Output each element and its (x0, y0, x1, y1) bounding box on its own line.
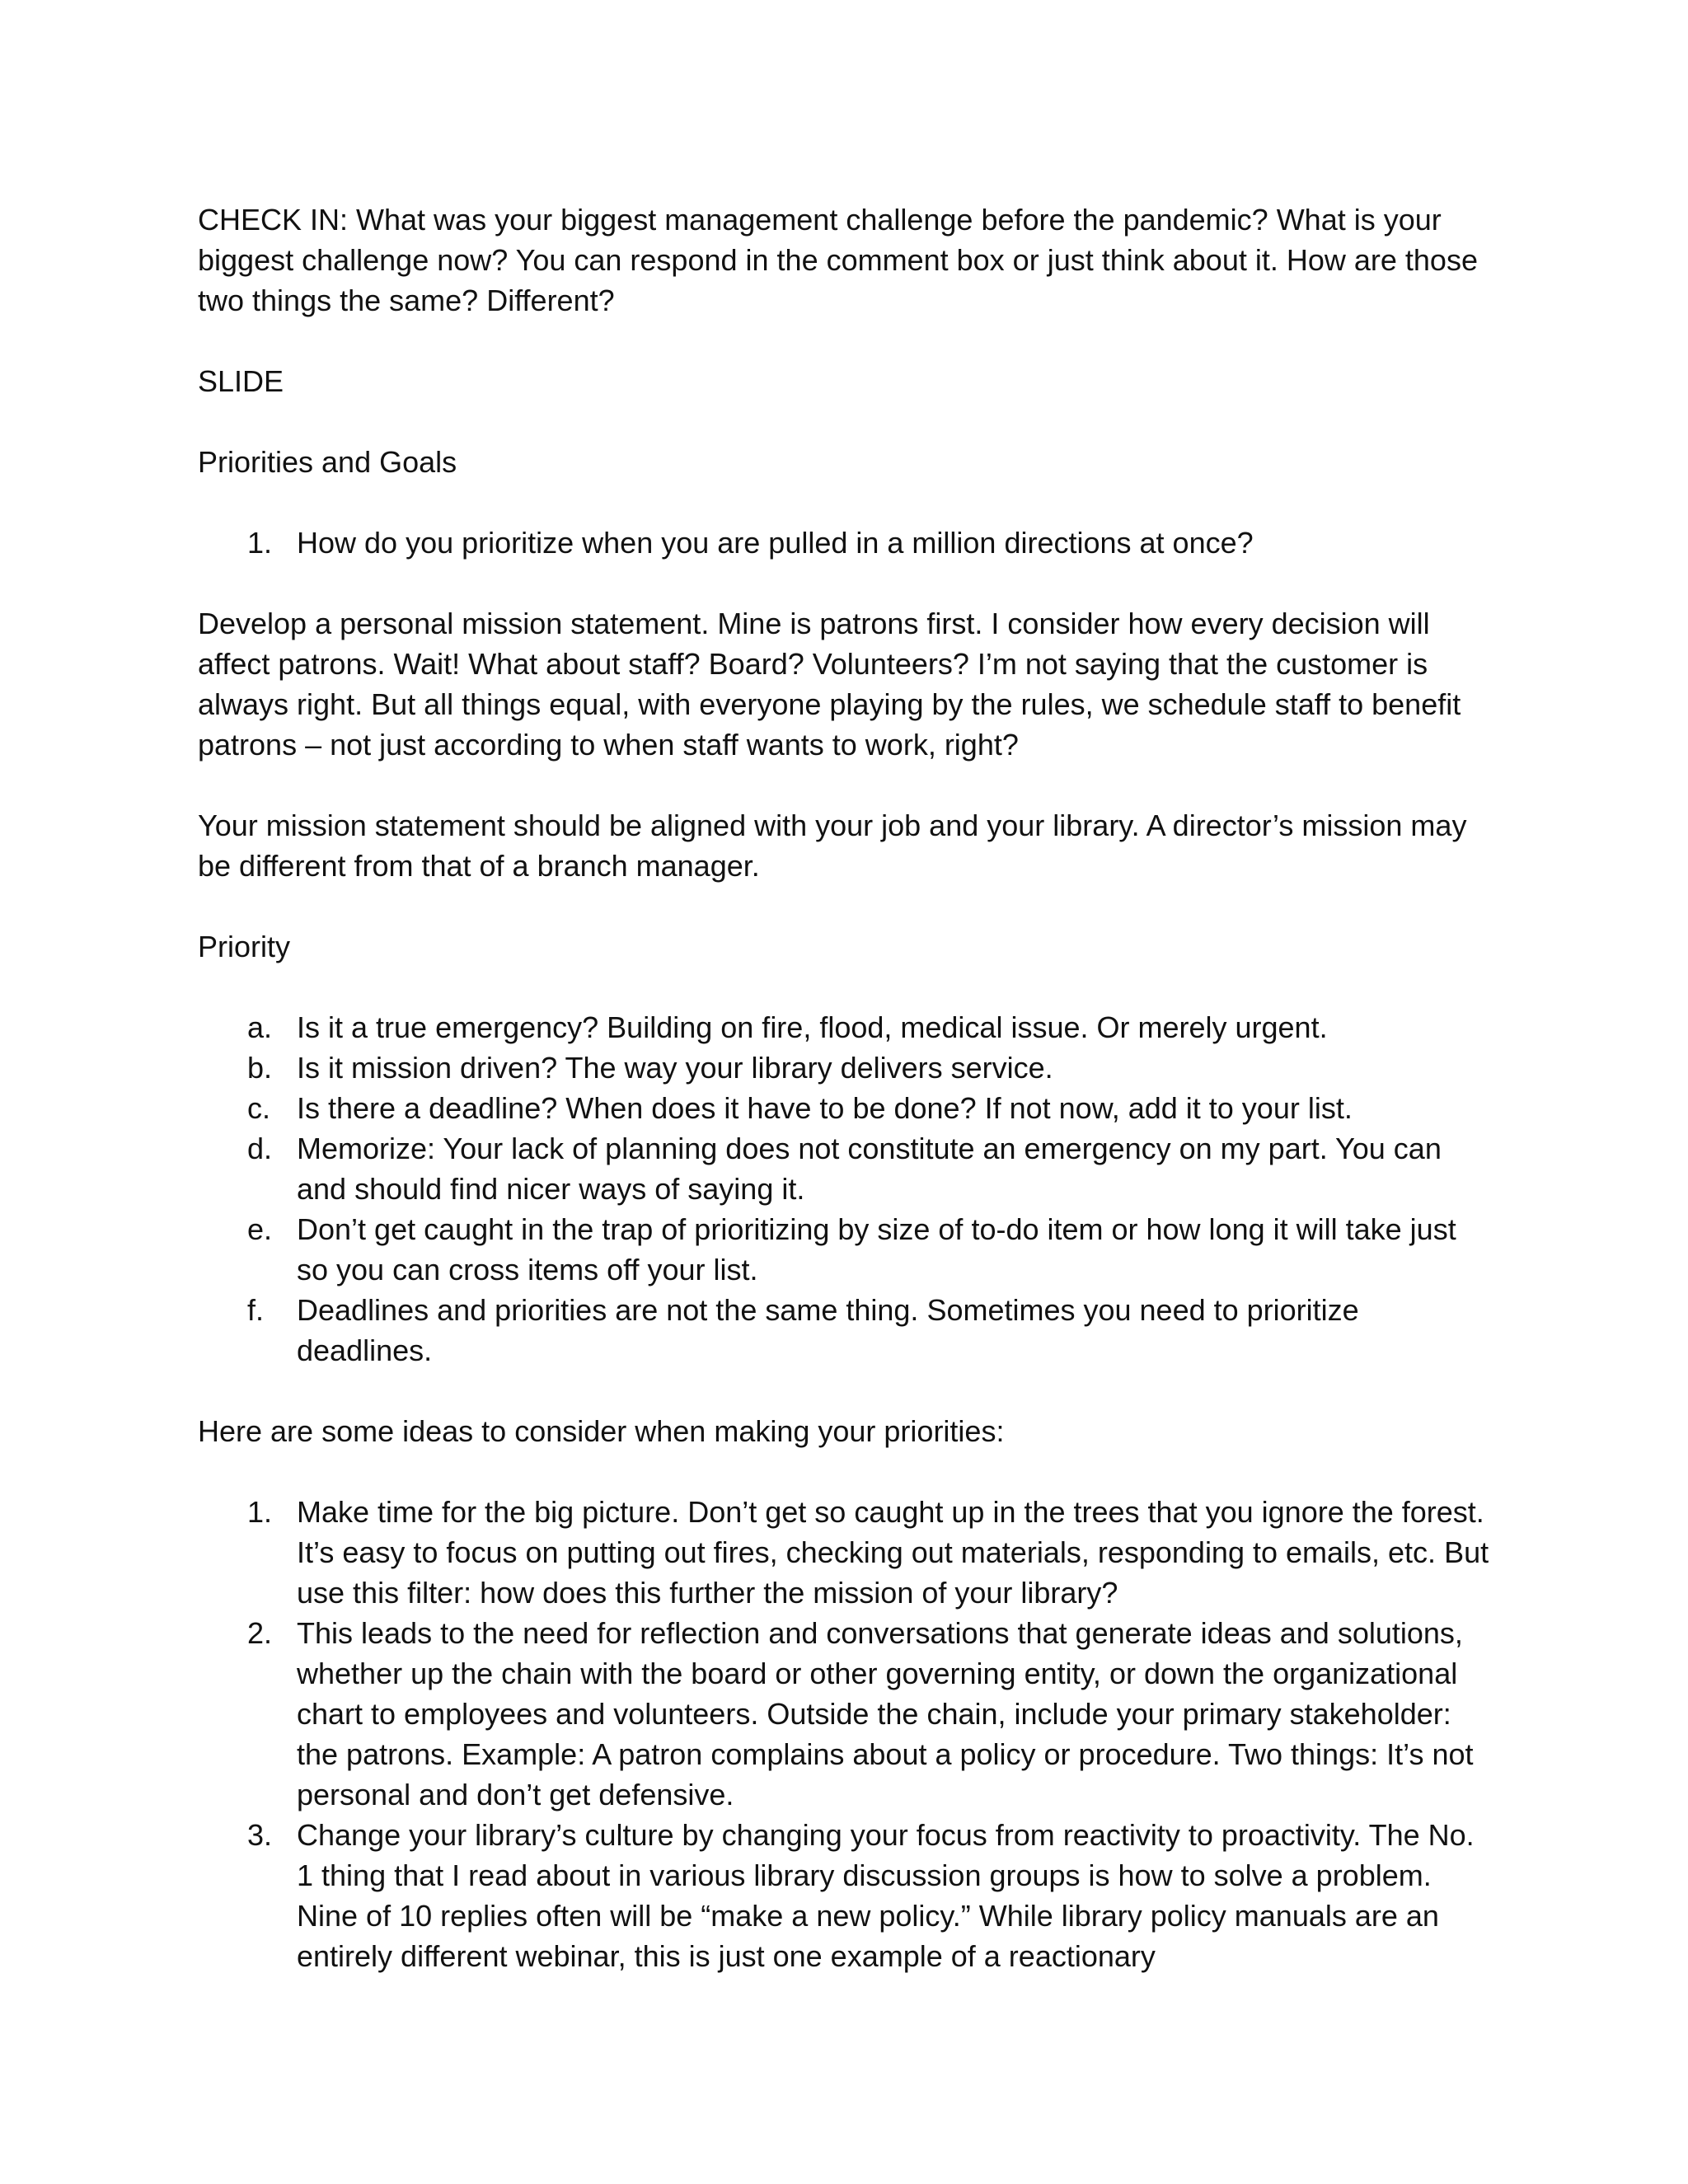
list-item (198, 1128, 1492, 1209)
list-marker: a. (247, 1010, 273, 1044)
list-item-text: Change your library’s culture by changing your focus from reactivity to proactivity. The No. 1 thing that I read about in various library discussion groups is how to solve a problem. Nine of 10 replies often will be “make a new policy.” While library policy manuals are an entirely different webinar, this is just one example of a reactionary (297, 1818, 1475, 1973)
list-item (198, 1007, 1492, 1047)
priority-list (198, 1007, 1492, 1371)
mission-paragraph: Develop a personal mission statement. Mine is patrons first. I consider how every decision will affect patrons. Wait! What about staff? Board? Volunteers? I’m not saying that the customer is always right. But all things equal, with everyone playing by the rules, we schedule staff to benefit patrons – not just according to when staff wants to work, right? (198, 607, 1461, 762)
heading-priorities-goals: Priorities and Goals (198, 445, 457, 479)
list-item-text: Is there a deadline? When does it have to be done? If not now, add it to your list. (297, 1091, 1353, 1125)
check-in-paragraph: CHECK IN: What was your biggest management challenge before the pandemic? What is your biggest challenge now? You can respond in the comment box or just think about it. How are those two things the same? Different? (198, 203, 1478, 317)
list-item-text: Make time for the big picture. Don’t get so caught up in the trees that you ignore the forest. It’s easy to focus on putting out fires, checking out materials, responding to emails, etc. But use this filter: how does this further the mission of your library? (297, 1495, 1489, 1610)
list-item (198, 1815, 1492, 1976)
question-list (198, 523, 1492, 563)
list-marker: 1. (247, 526, 273, 560)
list-item (198, 1492, 1492, 1613)
list-item-text: This leads to the need for reflection and conversations that generate ideas and solutions, whether up the chain with the board or other governing entity, or down the organizational chart to employees and volunteers. Outside the chain, include your primary stakeholder: the patrons. Example: A patron complains about a policy or procedure. Two things: It’s not personal and don’t get defensive. (297, 1616, 1474, 1811)
list-marker: 1. (247, 1495, 273, 1529)
document-page (198, 199, 1492, 2017)
list-item-text: Memorize: Your lack of planning does not constitute an emergency on my part. You can and should find nicer ways of saying it. (297, 1132, 1442, 1206)
list-marker: 3. (247, 1818, 273, 1852)
list-item (198, 523, 1492, 563)
list-marker: e. (247, 1212, 273, 1246)
list-item-text: How do you prioritize when you are pulled in a million directions at once? (297, 526, 1254, 560)
list-marker: d. (247, 1132, 273, 1165)
ideas-intro-paragraph: Here are some ideas to consider when making your priorities: (198, 1414, 1005, 1448)
list-item (198, 1209, 1492, 1290)
list-marker: 2. (247, 1616, 273, 1650)
ideas-list (198, 1492, 1492, 1976)
alignment-paragraph: Your mission statement should be aligned with your job and your library. A director’s mission may be different from that of a branch manager. (198, 808, 1467, 883)
list-item-text: Is it a true emergency? Building on fire, flood, medical issue. Or merely urgent. (297, 1010, 1328, 1044)
list-item (198, 1290, 1492, 1371)
list-item (198, 1047, 1492, 1088)
list-marker: b. (247, 1051, 273, 1085)
list-item-text: Is it mission driven? The way your library delivers service. (297, 1051, 1053, 1085)
list-item-text: Don’t get caught in the trap of prioritizing by size of to-do item or how long it will take just so you can cross items off your list. (297, 1212, 1456, 1286)
heading-priority: Priority (198, 930, 291, 963)
slide-label: SLIDE (198, 364, 284, 398)
list-item (198, 1613, 1492, 1815)
list-item (198, 1088, 1492, 1128)
list-marker: f. (247, 1293, 265, 1327)
list-item-text: Deadlines and priorities are not the same thing. Sometimes you need to prioritize deadlines. (297, 1293, 1359, 1367)
list-marker: c. (247, 1091, 271, 1125)
